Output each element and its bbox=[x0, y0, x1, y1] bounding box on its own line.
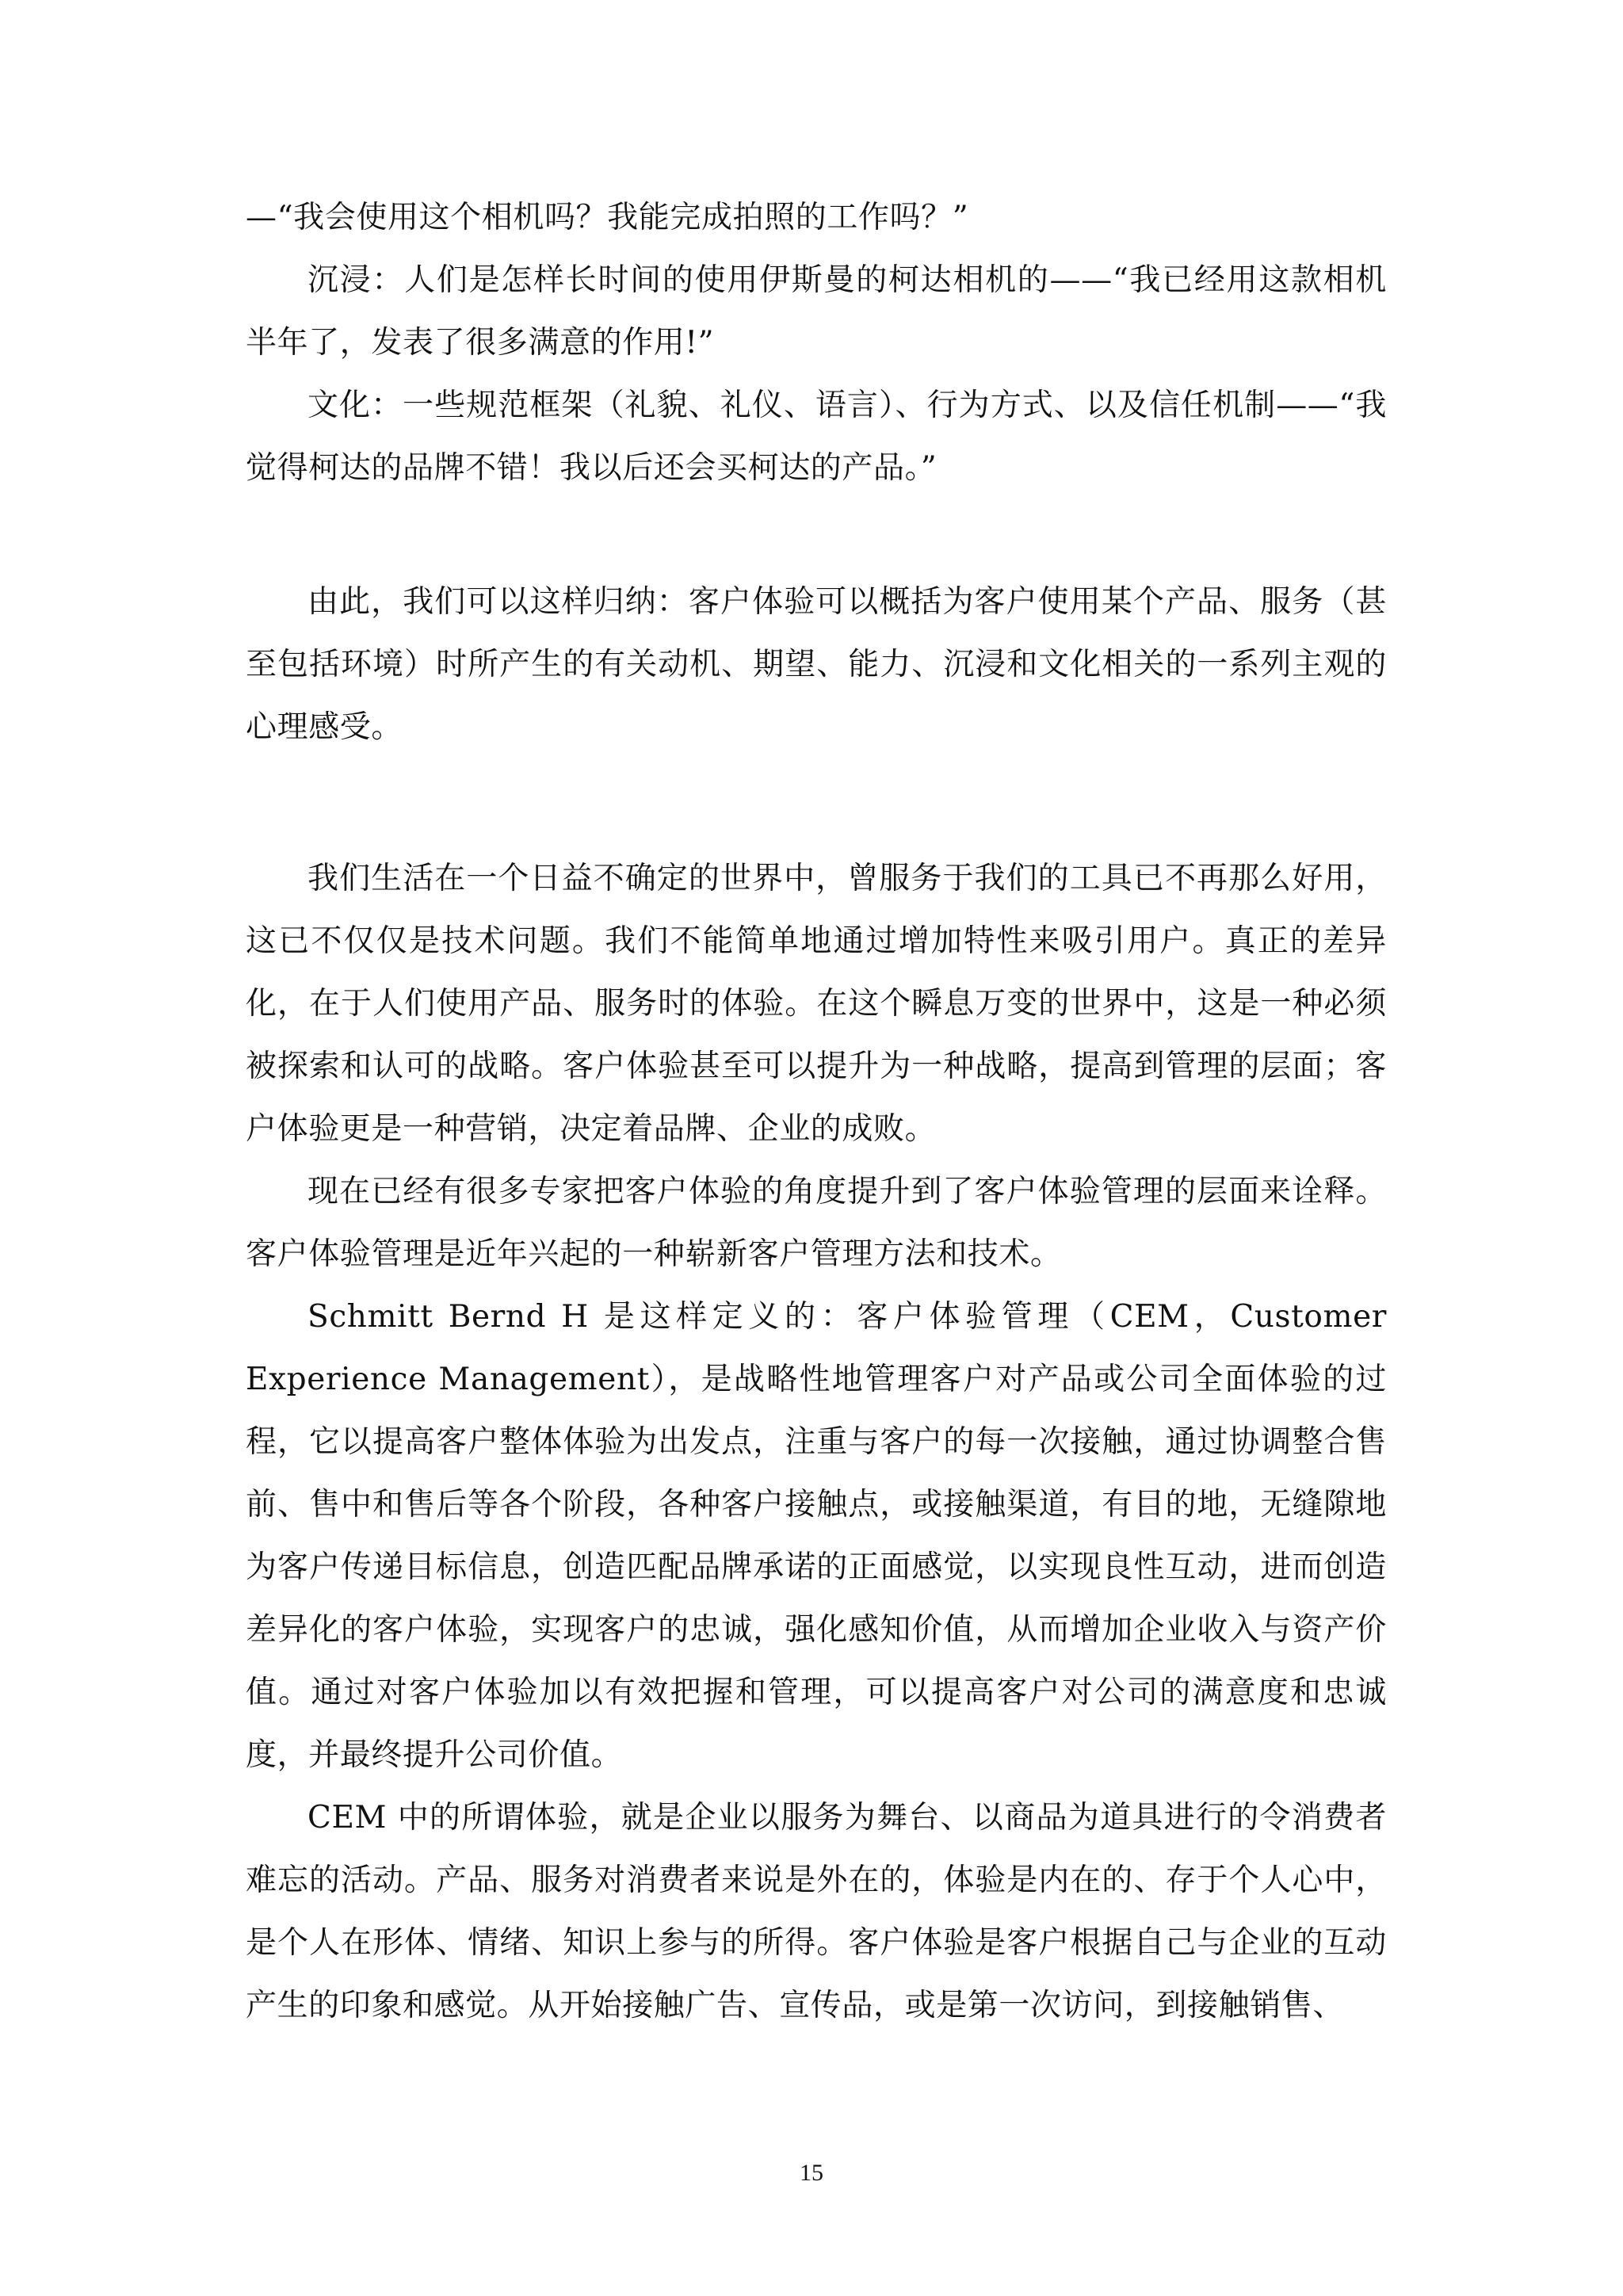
paragraph-immersion: 沉浸：人们是怎样长时间的使用伊斯曼的柯达相机的——“我已经用这款相机半年了，发表了很多满意的作用!” bbox=[246, 262, 1387, 361]
paragraph-cem-experience: CEM 中的所谓体验，就是企业以服务为舞台、以商品为道具进行的令消费者难忘的活动。产品、服务对消费者来说是外在的，体验是内在的、存于个人心中，是个人在形体、情绪、知识上参与的所得。客户体验是客户根据自己与企业的互动产生的印象和感觉。从开始接触广告、宣传品，或是第一次访问，到接触销售、 bbox=[246, 1800, 1387, 2023]
document-body bbox=[246, 186, 1387, 2037]
paragraph-camera-question: —“我会使用这个相机吗？我能完成拍照的工作吗？” bbox=[246, 200, 969, 235]
paragraph-uncertain-world: 我们生活在一个日益不确定的世界中，曾服务于我们的工具已不再那么好用，这已不仅仅是技术问题。我们不能简单地通过增加特性来吸引用户。真正的差异化，在于人们使用产品、服务时的体验。在这个瞬息万变的世界中，这是一种必须被探索和认可的战略。客户体验甚至可以提升为一种战略，提高到管理的层面；客户体验更是一种营销，决定着品牌、企业的成败。 bbox=[246, 861, 1387, 1147]
paragraph-culture: 文化：一些规范框架（礼貌、礼仪、语言）、行为方式、以及信任机制——“我觉得柯达的品牌不错！我以后还会买柯达的产品。” bbox=[246, 388, 1387, 486]
paragraph-cem-definition: Schmitt Bernd H 是这样定义的：客户体验管理（CEM，Customer Experience Management），是战略性地管理客户对产品或公司全面体验的过程，它以提高客户整体体验为出发点，注重与客户的每一次接触，通过协调整合售前、售中和售后等各个阶段，各种客户接触点，或接触渠道，有目的地，无缝隙地为客户传递目标信息，创造匹配品牌承诺的正面感觉，以实现良性互动，进而创造差异化的客户体验，实现客户的忠诚，强化感知价值，从而增加企业收入与资产价值。通过对客户体验加以有效把握和管理，可以提高客户对公司的满意度和忠诚度，并最终提升公司价值。 bbox=[246, 1299, 1387, 1773]
paragraph-experts: 现在已经有很多专家把客户体验的角度提升到了客户体验管理的层面来诠释。客户体验管理是近年兴起的一种崭新客户管理方法和技术。 bbox=[246, 1174, 1387, 1272]
paragraph-summary: 由此，我们可以这样归纳：客户体验可以概括为客户使用某个产品、服务（甚至包括环境）时所产生的有关动机、期望、能力、沉浸和文化相关的一系列主观的心理感受。 bbox=[246, 584, 1387, 745]
page-number: 15 bbox=[800, 2160, 823, 2186]
